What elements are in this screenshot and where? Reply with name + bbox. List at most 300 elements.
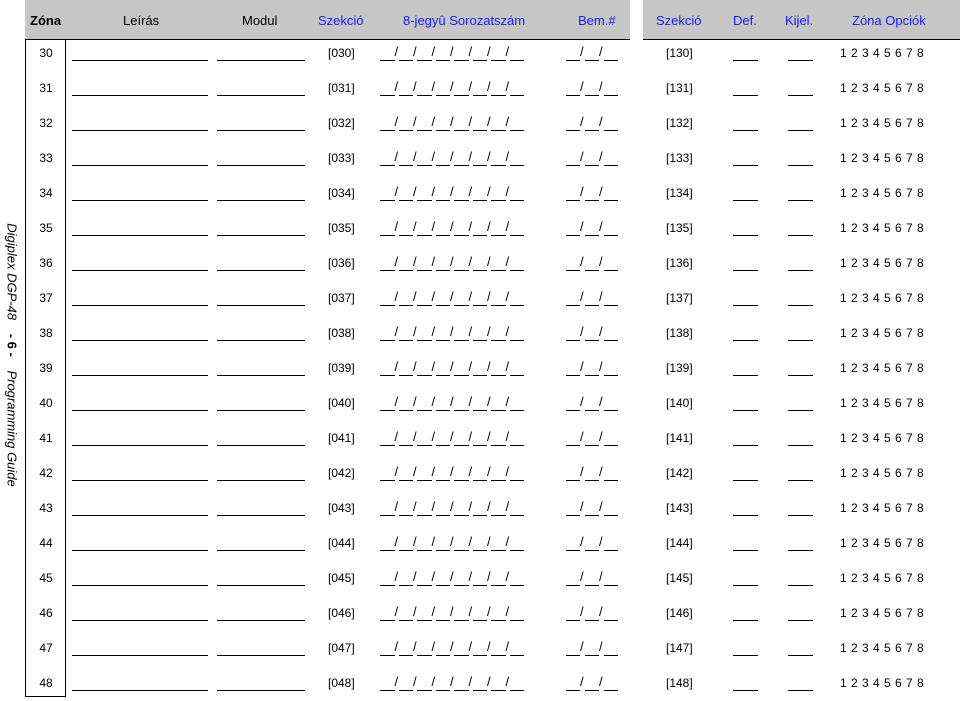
- serial-digit-blank: [510, 480, 525, 481]
- zone-options[interactable]: 1 2 3 4 5 6 7 8: [840, 676, 925, 690]
- serial-digit-blank: [436, 480, 451, 481]
- label-digit-blank: [566, 655, 580, 656]
- serial-digit-blank: [417, 375, 432, 376]
- serial-digit-blank: [454, 655, 469, 656]
- module-field[interactable]: [217, 130, 305, 131]
- serial-separator: /: [413, 639, 417, 654]
- serial-separator: /: [413, 604, 417, 619]
- serial-digit-blank: [436, 270, 451, 271]
- description-field[interactable]: [72, 445, 208, 446]
- description-field[interactable]: [72, 165, 208, 166]
- serial-separator: /: [468, 324, 473, 339]
- header-def: Def.: [733, 13, 757, 28]
- definition-field[interactable]: [733, 375, 758, 376]
- module-field[interactable]: [217, 270, 305, 271]
- label-number-field[interactable]: [566, 604, 623, 624]
- guide-title: Programming Guide: [4, 370, 20, 487]
- zone-options[interactable]: 1 2 3 4 5 6 7 8: [840, 186, 925, 200]
- label-separator: /: [580, 149, 584, 164]
- description-field[interactable]: [72, 130, 208, 131]
- serial-separator: /: [450, 79, 454, 94]
- label-digit-blank: [604, 585, 618, 586]
- definition-field[interactable]: [733, 95, 758, 96]
- definition-field[interactable]: [733, 410, 758, 411]
- partition-field[interactable]: [788, 130, 813, 131]
- zone-options[interactable]: 1 2 3 4 5 6 7 8: [840, 501, 925, 515]
- description-field[interactable]: [72, 375, 208, 376]
- zone-number: 44: [39, 536, 53, 550]
- serial-digit-blank: [473, 375, 488, 376]
- serial-number-field[interactable]: [380, 324, 528, 344]
- serial-separator: /: [394, 534, 399, 549]
- partition-field[interactable]: [788, 340, 813, 341]
- definition-field[interactable]: [733, 130, 758, 131]
- table-row: [0, 141, 960, 176]
- partition-field[interactable]: [788, 95, 813, 96]
- label-number-field[interactable]: [566, 464, 623, 484]
- serial-digit-blank: [454, 95, 469, 96]
- header-zona-opciok: Zóna Opciók: [852, 13, 926, 28]
- section-definition: [138]: [666, 326, 693, 340]
- serial-digit-blank: [380, 305, 395, 306]
- serial-digit-blank: [399, 235, 414, 236]
- serial-number-field[interactable]: [380, 44, 528, 64]
- serial-digit-blank: [380, 655, 395, 656]
- serial-separator: /: [505, 219, 510, 234]
- serial-separator: /: [487, 79, 491, 94]
- description-field[interactable]: [72, 410, 208, 411]
- label-number-field[interactable]: [566, 254, 623, 274]
- serial-digit-blank: [436, 165, 451, 166]
- serial-separator: /: [450, 44, 454, 59]
- label-digit-blank: [566, 235, 580, 236]
- table-row: [0, 596, 960, 631]
- serial-number-field[interactable]: [380, 79, 528, 99]
- serial-number-field[interactable]: [380, 464, 528, 484]
- description-field[interactable]: [72, 200, 208, 201]
- serial-digit-blank: [473, 655, 488, 656]
- header-szekcio-2: Szekció: [656, 13, 702, 28]
- label-number-field[interactable]: [566, 324, 623, 344]
- serial-number-field[interactable]: [380, 254, 528, 274]
- serial-digit-blank: [417, 690, 432, 691]
- serial-digit-blank: [473, 550, 488, 551]
- serial-separator: /: [487, 359, 491, 374]
- label-number-field[interactable]: [566, 674, 623, 694]
- section-definition: [140]: [666, 396, 693, 410]
- partition-field[interactable]: [788, 200, 813, 201]
- header-szekcio-1: Szekció: [318, 13, 364, 28]
- serial-separator: /: [505, 534, 510, 549]
- label-number-field[interactable]: [566, 394, 623, 414]
- serial-separator: /: [431, 44, 436, 59]
- serial-separator: /: [450, 639, 454, 654]
- label-number-field[interactable]: [566, 359, 623, 379]
- partition-field[interactable]: [788, 410, 813, 411]
- label-digit-blank: [604, 340, 618, 341]
- definition-field[interactable]: [733, 480, 758, 481]
- serial-digit-blank: [399, 60, 414, 61]
- zone-number: 33: [39, 151, 53, 165]
- label-number-field[interactable]: [566, 429, 623, 449]
- serial-digit-blank: [510, 410, 525, 411]
- zone-number: 30: [39, 46, 53, 60]
- section-address: [044]: [328, 536, 355, 550]
- label-number-field[interactable]: [566, 219, 623, 239]
- serial-separator: /: [450, 149, 454, 164]
- serial-separator: /: [394, 149, 399, 164]
- zone-options[interactable]: 1 2 3 4 5 6 7 8: [840, 571, 925, 585]
- zone-options[interactable]: 1 2 3 4 5 6 7 8: [840, 221, 925, 235]
- label-separator: /: [580, 429, 584, 444]
- zone-options[interactable]: 1 2 3 4 5 6 7 8: [840, 326, 925, 340]
- label-number-field[interactable]: [566, 184, 623, 204]
- serial-digit-blank: [473, 410, 488, 411]
- serial-digit-blank: [399, 130, 414, 131]
- serial-digit-blank: [473, 690, 488, 691]
- partition-field[interactable]: [788, 550, 813, 551]
- definition-field[interactable]: [733, 60, 758, 61]
- serial-separator: /: [487, 149, 491, 164]
- label-separator: /: [599, 324, 603, 339]
- partition-field[interactable]: [788, 235, 813, 236]
- serial-separator: /: [394, 499, 399, 514]
- serial-number-field[interactable]: [380, 604, 528, 624]
- definition-field[interactable]: [733, 445, 758, 446]
- serial-separator: /: [394, 114, 399, 129]
- partition-field[interactable]: [788, 620, 813, 621]
- zone-options[interactable]: 1 2 3 4 5 6 7 8: [840, 151, 925, 165]
- serial-digit-blank: [473, 235, 488, 236]
- module-field[interactable]: [217, 200, 305, 201]
- label-digit-blank: [566, 410, 580, 411]
- serial-separator: /: [450, 674, 454, 689]
- serial-digit-blank: [417, 270, 432, 271]
- label-number-field[interactable]: [566, 114, 623, 134]
- serial-number-field[interactable]: [380, 184, 528, 204]
- module-field[interactable]: [217, 95, 305, 96]
- zone-options[interactable]: 1 2 3 4 5 6 7 8: [840, 81, 925, 95]
- zone-options[interactable]: 1 2 3 4 5 6 7 8: [840, 46, 925, 60]
- label-digit-blank: [585, 270, 599, 271]
- serial-digit-blank: [454, 515, 469, 516]
- serial-separator: /: [505, 359, 510, 374]
- serial-digit-blank: [510, 620, 525, 621]
- table-row: [0, 386, 960, 421]
- definition-field[interactable]: [733, 620, 758, 621]
- serial-separator: /: [468, 44, 473, 59]
- module-field[interactable]: [217, 655, 305, 656]
- label-digit-blank: [566, 200, 580, 201]
- zone-options[interactable]: 1 2 3 4 5 6 7 8: [840, 641, 925, 655]
- zone-options[interactable]: 1 2 3 4 5 6 7 8: [840, 396, 925, 410]
- zone-options[interactable]: 1 2 3 4 5 6 7 8: [840, 606, 925, 620]
- serial-digit-blank: [473, 340, 488, 341]
- label-number-field[interactable]: [566, 79, 623, 99]
- table-row: [0, 316, 960, 351]
- table-row: [0, 176, 960, 211]
- table-row: [0, 526, 960, 561]
- serial-separator: /: [487, 394, 491, 409]
- serial-separator: /: [394, 429, 399, 444]
- section-address: [043]: [328, 501, 355, 515]
- label-number-field[interactable]: [566, 499, 623, 519]
- module-field[interactable]: [217, 445, 305, 446]
- label-digit-blank: [566, 95, 580, 96]
- partition-field[interactable]: [788, 165, 813, 166]
- definition-field[interactable]: [733, 550, 758, 551]
- serial-digit-blank: [399, 550, 414, 551]
- definition-field[interactable]: [733, 305, 758, 306]
- module-field[interactable]: [217, 550, 305, 551]
- serial-separator: /: [413, 254, 417, 269]
- definition-field[interactable]: [733, 585, 758, 586]
- label-digit-blank: [585, 480, 599, 481]
- description-field[interactable]: [72, 655, 208, 656]
- serial-number-field[interactable]: [380, 639, 528, 659]
- module-field[interactable]: [217, 480, 305, 481]
- serial-number-field[interactable]: [380, 569, 528, 589]
- description-field[interactable]: [72, 585, 208, 586]
- table-row: [0, 456, 960, 491]
- serial-digit-blank: [454, 445, 469, 446]
- zone-number: 43: [39, 501, 53, 515]
- serial-digit-blank: [399, 165, 414, 166]
- section-definition: [130]: [666, 46, 693, 60]
- serial-number-field[interactable]: [380, 149, 528, 169]
- partition-field[interactable]: [788, 690, 813, 691]
- serial-number-field[interactable]: [380, 394, 528, 414]
- serial-separator: /: [505, 44, 510, 59]
- section-address: [039]: [328, 361, 355, 375]
- label-separator: /: [599, 569, 603, 584]
- description-field[interactable]: [72, 340, 208, 341]
- serial-digit-blank: [510, 550, 525, 551]
- serial-separator: /: [468, 534, 473, 549]
- serial-digit-blank: [510, 165, 525, 166]
- label-digit-blank: [566, 480, 580, 481]
- label-number-field[interactable]: [566, 44, 623, 64]
- serial-digit-blank: [436, 130, 451, 131]
- serial-digit-blank: [380, 445, 395, 446]
- label-separator: /: [580, 114, 584, 129]
- serial-digit-blank: [473, 620, 488, 621]
- serial-digit-blank: [473, 200, 488, 201]
- serial-digit-blank: [454, 340, 469, 341]
- serial-digit-blank: [510, 60, 525, 61]
- header-modul: Modul: [242, 13, 278, 28]
- serial-digit-blank: [399, 200, 414, 201]
- section-address: [032]: [328, 116, 355, 130]
- label-number-field[interactable]: [566, 289, 623, 309]
- serial-digit-blank: [454, 410, 469, 411]
- module-field[interactable]: [217, 410, 305, 411]
- label-digit-blank: [604, 305, 618, 306]
- module-field[interactable]: [217, 515, 305, 516]
- label-digit-blank: [604, 620, 618, 621]
- label-separator: /: [599, 534, 603, 549]
- zone-number: 38: [39, 326, 53, 340]
- serial-separator: /: [431, 289, 436, 304]
- module-field[interactable]: [217, 375, 305, 376]
- serial-number-field[interactable]: [380, 499, 528, 519]
- partition-field[interactable]: [788, 480, 813, 481]
- label-separator: /: [580, 289, 584, 304]
- zone-number: 39: [39, 361, 53, 375]
- table-row: [0, 211, 960, 246]
- serial-digit-blank: [491, 130, 506, 131]
- label-digit-blank: [585, 60, 599, 61]
- serial-digit-blank: [454, 235, 469, 236]
- serial-separator: /: [468, 639, 473, 654]
- module-field[interactable]: [217, 620, 305, 621]
- description-field[interactable]: [72, 270, 208, 271]
- serial-digit-blank: [380, 550, 395, 551]
- label-digit-blank: [585, 585, 599, 586]
- label-digit-blank: [604, 375, 618, 376]
- serial-separator: /: [468, 254, 473, 269]
- serial-separator: /: [487, 324, 491, 339]
- module-field[interactable]: [217, 305, 305, 306]
- partition-field[interactable]: [788, 445, 813, 446]
- label-number-field[interactable]: [566, 149, 623, 169]
- description-field[interactable]: [72, 515, 208, 516]
- module-field[interactable]: [217, 690, 305, 691]
- label-digit-blank: [604, 130, 618, 131]
- serial-separator: /: [431, 219, 436, 234]
- table-row: [0, 561, 960, 596]
- description-field[interactable]: [72, 305, 208, 306]
- serial-number-field[interactable]: [380, 534, 528, 554]
- label-digit-blank: [604, 445, 618, 446]
- partition-field[interactable]: [788, 375, 813, 376]
- serial-digit-blank: [399, 690, 414, 691]
- definition-field[interactable]: [733, 655, 758, 656]
- zone-number: 47: [39, 641, 53, 655]
- definition-field[interactable]: [733, 200, 758, 201]
- serial-separator: /: [394, 604, 399, 619]
- module-field[interactable]: [217, 340, 305, 341]
- label-digit-blank: [604, 165, 618, 166]
- serial-digit-blank: [491, 585, 506, 586]
- serial-digit-blank: [417, 95, 432, 96]
- serial-separator: /: [431, 149, 436, 164]
- partition-field[interactable]: [788, 655, 813, 656]
- partition-field[interactable]: [788, 60, 813, 61]
- serial-number-field[interactable]: [380, 289, 528, 309]
- serial-digit-blank: [510, 130, 525, 131]
- serial-digit-blank: [491, 690, 506, 691]
- label-number-field[interactable]: [566, 639, 623, 659]
- definition-field[interactable]: [733, 235, 758, 236]
- label-number-field[interactable]: [566, 569, 623, 589]
- description-field[interactable]: [72, 60, 208, 61]
- definition-field[interactable]: [733, 690, 758, 691]
- description-field[interactable]: [72, 690, 208, 691]
- description-field[interactable]: [72, 235, 208, 236]
- zone-options[interactable]: 1 2 3 4 5 6 7 8: [840, 361, 925, 375]
- partition-field[interactable]: [788, 305, 813, 306]
- description-field[interactable]: [72, 620, 208, 621]
- zone-options[interactable]: 1 2 3 4 5 6 7 8: [840, 466, 925, 480]
- serial-digit-blank: [417, 550, 432, 551]
- definition-field[interactable]: [733, 270, 758, 271]
- serial-number-field[interactable]: [380, 429, 528, 449]
- zone-number: 36: [39, 256, 53, 270]
- label-number-field[interactable]: [566, 534, 623, 554]
- serial-digit-blank: [473, 445, 488, 446]
- zone-number: 48: [39, 676, 53, 690]
- serial-digit-blank: [399, 515, 414, 516]
- serial-separator: /: [505, 499, 510, 514]
- serial-digit-blank: [491, 60, 506, 61]
- label-separator: /: [599, 499, 603, 514]
- section-definition: [133]: [666, 151, 693, 165]
- description-field[interactable]: [72, 550, 208, 551]
- zone-options[interactable]: 1 2 3 4 5 6 7 8: [840, 291, 925, 305]
- serial-digit-blank: [454, 480, 469, 481]
- serial-digit-blank: [454, 585, 469, 586]
- serial-separator: /: [450, 219, 454, 234]
- serial-digit-blank: [510, 515, 525, 516]
- partition-field[interactable]: [788, 515, 813, 516]
- serial-digit-blank: [399, 410, 414, 411]
- serial-separator: /: [413, 534, 417, 549]
- definition-field[interactable]: [733, 515, 758, 516]
- partition-field[interactable]: [788, 585, 813, 586]
- serial-digit-blank: [491, 270, 506, 271]
- module-field[interactable]: [217, 165, 305, 166]
- label-separator: /: [580, 219, 584, 234]
- serial-number-field[interactable]: [380, 114, 528, 134]
- serial-number-field[interactable]: [380, 359, 528, 379]
- serial-separator: /: [431, 79, 436, 94]
- partition-field[interactable]: [788, 270, 813, 271]
- serial-digit-blank: [491, 305, 506, 306]
- definition-field[interactable]: [733, 165, 758, 166]
- label-separator: /: [599, 429, 603, 444]
- module-field[interactable]: [217, 235, 305, 236]
- zone-number: 35: [39, 221, 53, 235]
- serial-digit-blank: [380, 95, 395, 96]
- serial-digit-blank: [491, 200, 506, 201]
- module-field[interactable]: [217, 585, 305, 586]
- serial-number-field[interactable]: [380, 674, 528, 694]
- zone-options[interactable]: 1 2 3 4 5 6 7 8: [840, 256, 925, 270]
- serial-separator: /: [468, 429, 473, 444]
- definition-field[interactable]: [733, 340, 758, 341]
- label-digit-blank: [604, 550, 618, 551]
- section-definition: [148]: [666, 676, 693, 690]
- section-definition: [142]: [666, 466, 693, 480]
- serial-digit-blank: [436, 60, 451, 61]
- description-field[interactable]: [72, 95, 208, 96]
- serial-digit-blank: [491, 480, 506, 481]
- section-definition: [141]: [666, 431, 693, 445]
- serial-number-field[interactable]: [380, 219, 528, 239]
- serial-separator: /: [450, 534, 454, 549]
- section-address: [048]: [328, 676, 355, 690]
- zone-number: 34: [39, 186, 53, 200]
- zone-options[interactable]: 1 2 3 4 5 6 7 8: [840, 116, 925, 130]
- zone-options[interactable]: 1 2 3 4 5 6 7 8: [840, 431, 925, 445]
- module-field[interactable]: [217, 60, 305, 61]
- section-address: [038]: [328, 326, 355, 340]
- zone-options[interactable]: 1 2 3 4 5 6 7 8: [840, 536, 925, 550]
- label-separator: /: [580, 604, 584, 619]
- serial-digit-blank: [417, 165, 432, 166]
- description-field[interactable]: [72, 480, 208, 481]
